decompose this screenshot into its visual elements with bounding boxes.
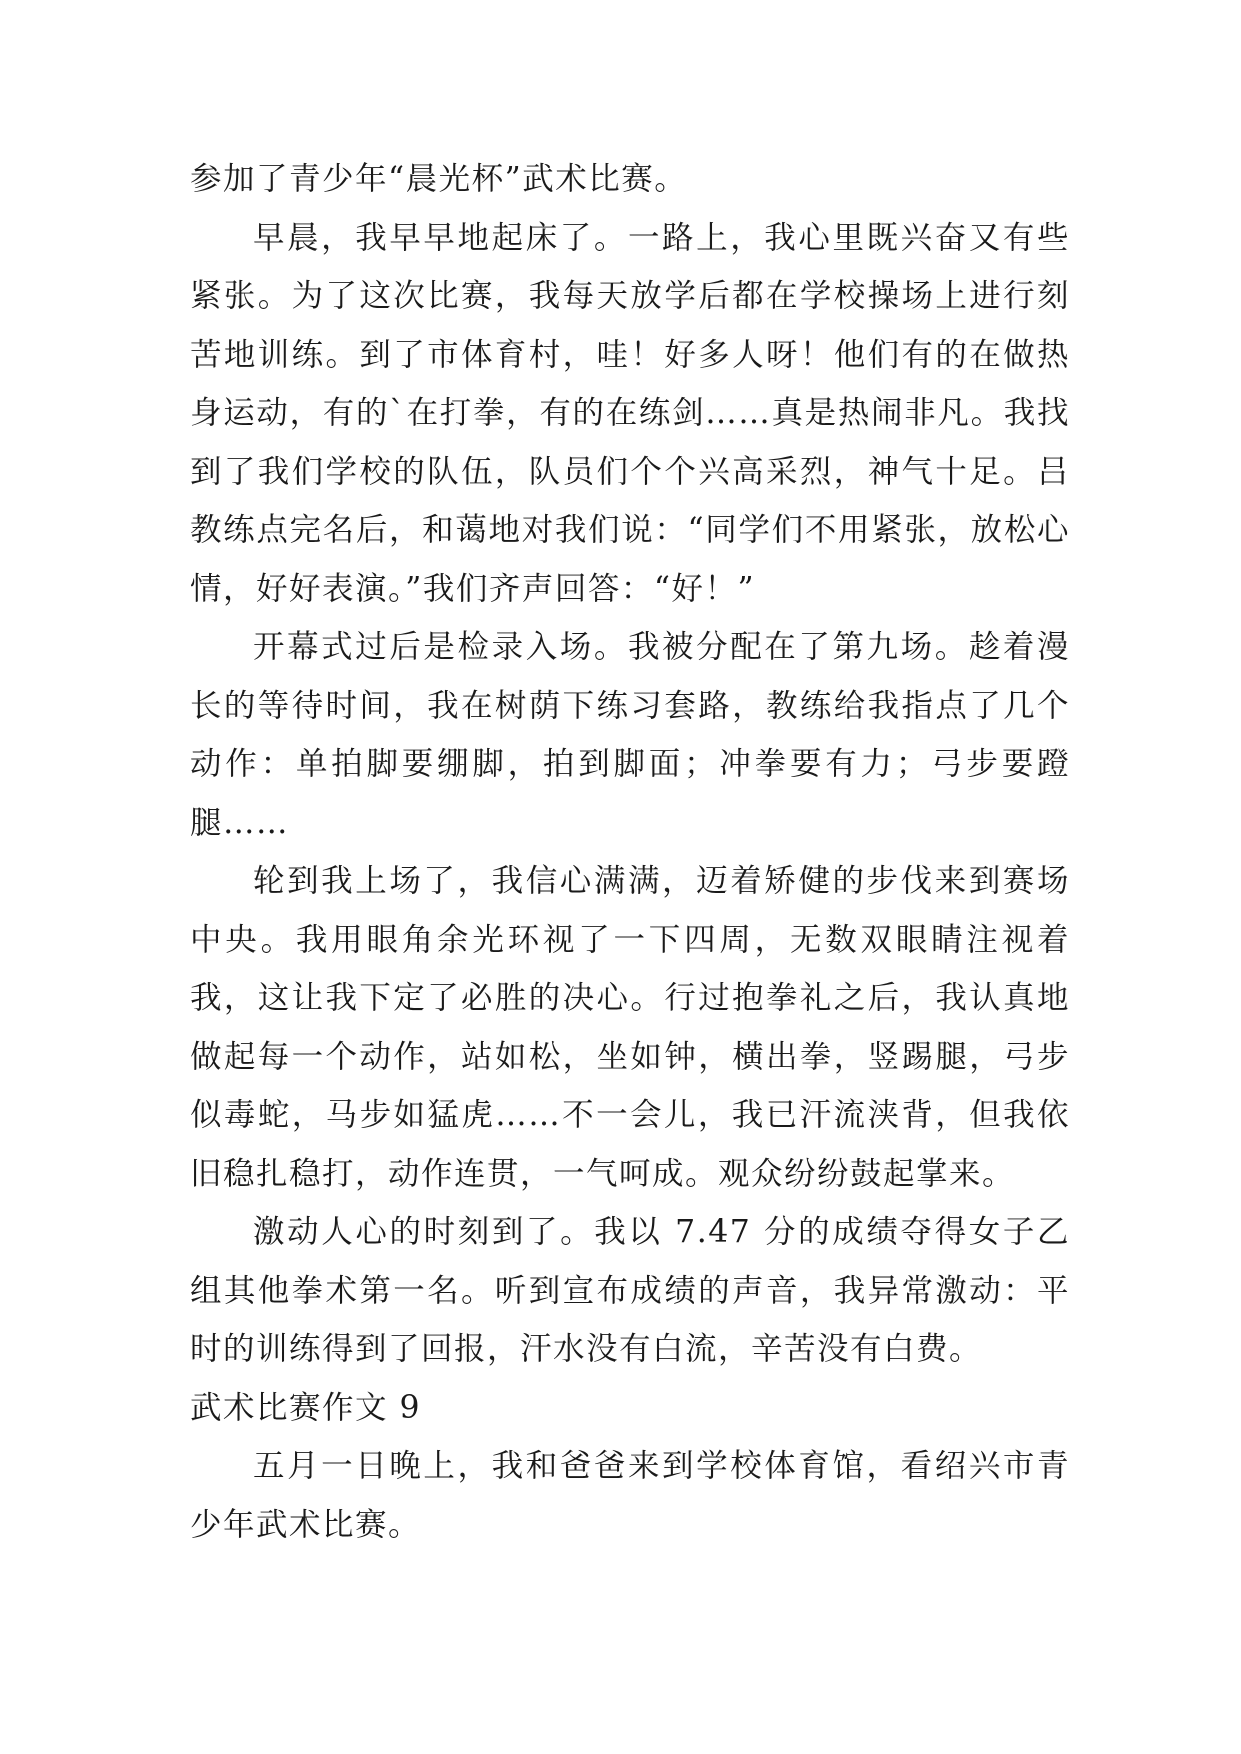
paragraph-essay-9-opening: 五月一日晚上，我和爸爸来到学校体育馆，看绍兴市青少年武术比赛。 [190,1448,1070,1543]
paragraph-morning: 早晨，我早早地起床了。一路上，我心里既兴奋又有些紧张。为了这次比赛，我每天放学后都在学校操场上进行刻苦地训练。到了市体育村，哇！好多人呀！他们有的在做热身运动，有的`在打拳，有的在练剑……真是热闹非凡。我找到了我们学校的队伍，队员们个个兴高采烈，神气十足。吕教练点完名后，和蔼地对我们说：“同学们不用紧张，放松心情，好好表演。”我们齐声回答：“好！” [190,219,1070,607]
paragraph-result: 激动人心的时刻到了。我以 7.47 分的成绩夺得女子乙组其他拳术第一名。听到宣布成绩的声音，我异常激动：平时的训练得到了回报，汗水没有白流，辛苦没有白费。 [190,1214,1070,1367]
paragraph-continuation: 参加了青少年“晨光杯”武术比赛。 [190,161,688,197]
paragraph-performance: 轮到我上场了，我信心满满，迈着矫健的步伐来到赛场中央。我用眼角余光环视了一下四周，无数双眼睛注视着我，这让我下定了必胜的决心。行过抱拳礼之后，我认真地做起每一个动作，站如松，坐如钟，横出拳，竖踢腿，弓步似毒蛇，马步如猛虎……不一会儿，我已汗流浃背，但我依旧稳扎稳打，动作连贯，一气呵成。观众纷纷鼓起掌来。 [190,863,1070,1192]
essay-heading: 武术比赛作文 9 [190,1389,422,1426]
paragraph-checkin: 开幕式过后是检录入场。我被分配在了第九场。趁着漫长的等待时间，我在树荫下练习套路，教练给我指点了几个动作：单拍脚要绷脚，拍到脚面；冲拳要有力；弓步要蹬腿…… [190,629,1070,841]
document-page [190,150,1070,1554]
